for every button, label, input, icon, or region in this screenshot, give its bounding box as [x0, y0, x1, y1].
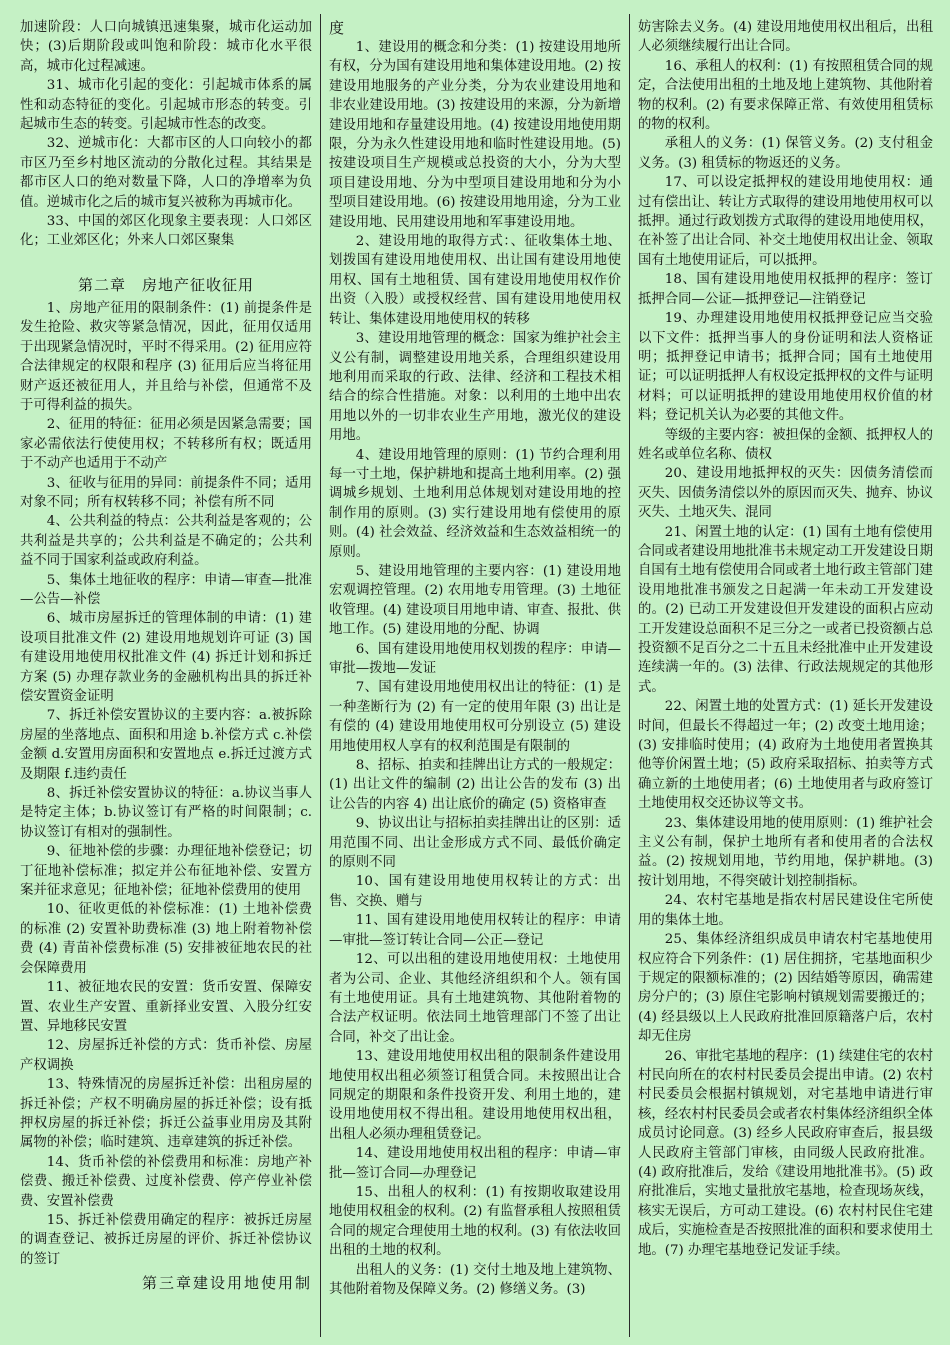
paragraph: 5、建设用地管理的主要内容：(1) 建设用地宏观调控管理。(2) 农用地专用管理。(3) 土地征收管理。(4) 建设项目用地申请、审查、报批、供地工作。(5) 建设用地的分配、协调 [329, 563, 621, 638]
paragraph: 14、货币补偿的补偿费用和标准：房地产补偿费、搬迁补偿费、过度补偿费、停产停业补偿费、安置补偿费 [20, 1154, 312, 1209]
paragraph: 2、征用的特征：征用必须是因紧急需要；国家必需依法行使使用权；不转移所有权；既适用于不动产也适用于不动产 [20, 417, 312, 472]
paragraph: 加速阶段：人口向城镇迅速集聚，城市化运动加快；(3)后期阶段或叫饱和阶段：城市化水平很高，城市化过程减速。 [20, 20, 312, 74]
paragraph: 7、国有建设用地使用权出让的特征：(1) 是一种垄断行为 (2) 有一定的使用年限 (3) 出让是有偿的 (4) 建设用地使用权可分别设立 (5) 建设用地使用权人享有的权利范围是有限制的 [329, 680, 621, 754]
paragraph: 13、建设用地使用权出租的限制条件建设用地使用权出租必须签订租赁合同。未按照出让合同规定的期限和条件投资开发、利用土地的，建设用地使用权不得出租。建设用地使用权出租，出租人必须办理租赁登记。 [329, 1049, 621, 1142]
text-column-1 [20, 18, 312, 1337]
paragraph: 15、出租人的权利：(1) 有按期收取建设用地使用权租金的权利。(2) 有监督承租人按照租赁合同的规定合理使用土地的权利。(3) 有依法收回出租的土地的权利。 [329, 1184, 621, 1259]
paragraph: 26、审批宅基地的程序：(1) 续建住宅的农村村民向所在的农村村民委员会提出申请。(2) 农村村民委员会根据村镇规划，对宅基地申请进行审核，经农村村民委员会或者农村集体经济组织全体成员讨论同意。(3) 经乡人民政府审查后，报县级人民政府主管部门审核，由同级人民政府批准。(4) 政府批准后，发给《建设用地批准书》。(5) 政府批准后，实地丈量批放宅基地，检查现场灰线，核实无误后，方可动工建设。(6) 农村村民住宅建成后，实施检查是否按照批准的面积和要求使用土地。(7) 办理宅基地登记发证手续。 [638, 1048, 933, 1258]
column-divider-left [320, 14, 321, 1337]
paragraph: 11、被征地农民的安置：货币安置、保障安置、农业生产安置、重新择业安置、入股分红安置、异地移民安置 [20, 980, 312, 1034]
paragraph: 出租人的义务：(1) 交付土地及地上建筑物、其他附着物及保障义务。(2) 修缮义务。(3) [329, 1262, 621, 1297]
paragraph: 4、公共利益的特点：公共利益是客观的；公共利益是共享的；公共利益是不确定的；公共利益不同于国家利益或政府利益。 [20, 514, 312, 569]
paragraph: 8、拆迁补偿安置协议的特征：a.协议当事人是特定主体；b.协议签订有严格的时间限制；c.协议签订有相对的强制性。 [20, 786, 312, 840]
paragraph: 12、可以出租的建设用地使用权：土地使用者为公司、企业、其他经济组织和个人。领有国有土地使用证。具有土地建筑物、其他附着物的合法产权证明。依法同土地管理部门不签了出让合同，补交了出让金。 [329, 952, 621, 1045]
paragraph: 妨害除去义务。(4) 建设用地使用权出租后，出租人必须继续履行出让合同。 [638, 20, 933, 55]
paragraph: 21、闲置土地的认定：(1) 国有土地有偿使用合同或者建设用地批准书未规定动工开发建设日期自国有土地有偿使用合同或者土地行政主管部门建设用地批准书颁发之日起满一年未动工开发建设的。(2) 已动工开发建设但开发建设的面积占应动工开发建设总面积不足三分之一或者已投资额占总投资额不足百分之二十五且未经批准中止开发建设连续满一年的。(3) 法律、行政法规规定的其他形式。 [638, 524, 933, 695]
paragraph: 18、国有建设用地使用权抵押的程序：签订抵押合同—公证—抵押登记—注销登记 [638, 272, 933, 307]
chapter-heading: 第三章建设用地使用制 [141, 1274, 312, 1293]
paragraph: 10、征收更低的补偿标准：(1) 土地补偿费的标准 (2) 安置补助费标准 (3) 地上附着物补偿费 (4) 青苗补偿费标准 (5) 安排被征地农民的社会保障费用 [20, 902, 312, 976]
paragraph: 23、集体建设用地的使用原则：(1) 维护社会主义公有制，保护土地所有者和使用者的合法权益。(2) 按规划用地，节约用地，保护耕地。(3) 按计划用地，不得突破计划控制指标。 [638, 815, 933, 889]
paragraph: 1、建设用的概念和分类：(1) 按建设用地所有权，分为国有建设用地和集体建设用地。(2) 按建设用地服务的产业分类，分为农业建设用地和非农业建设用地。(3) 按建设用的来源，分为新增建设用地和存量建设用地。(4) 按建设用地使用期限，分为永久性建设用地和临时性建设用地。(5) 按建设项目生产规模或总投资的大小，分为大型项目建设用地、分为中型项目建设用地和分为小型项目建设用地。(6) 按建设用地用途，分为工业建设用地、民用建设用地和军事建设用地。 [329, 40, 621, 230]
paragraph: 4、建设用地管理的原则：(1) 节约合理利用每一寸土地，保护耕地和提高土地利用率。(2) 强调城乡规划、土地利用总体规划对建设用地的控制作用的原则。(3) 实行建设用地有偿使用的原则。(4) 社会效益、经济效益和生态效益相统一的原则。 [329, 447, 621, 560]
paragraph: 32、逆城市化：大都市区的人口向较小的都市区乃至乡村地区流动的分散化过程。其结果是都市区人口的绝对数量下降，人口的净增率为负值。逆城市化之后的城市复兴被称为再城市化。 [20, 136, 312, 210]
paragraph: 2、建设用地的取得方式：、征收集体土地、划拨国有建设用地使用权、出让国有建设用地使用权、国有土地租赁、国有建设用地使用权作价出资（入股）或授权经营、国有建设用地使用权转让、集体建设用地使用权的转移 [329, 234, 621, 327]
paragraph: 13、特殊情况的房屋拆迁补偿：出租房屋的拆迁补偿；产权不明确房屋的拆迁补偿；设有抵押权房屋的拆迁补偿；拆迁公益事业用房及其附属物的补偿；临时建筑、违章建筑的拆迁补偿。 [20, 1077, 312, 1151]
paragraph: 16、承租人的权利：(1) 有按照租赁合同的规定，合法使用出租的土地及地上建筑物、其他附着物的权利。(2) 有要求保障正常、有效使用租赁标的物的权利。 [638, 58, 933, 133]
paragraph: 6、城市房屋拆迁的管理体制的申请：(1) 建设项目批准文件 (2) 建设用地规划许可证 (3) 国有建设用地使用权批准文件 (4) 拆迁计划和拆迁方案 (5) 办理存款业务的金融机构出具的拆迁补偿安置资金证明 [20, 611, 312, 704]
paragraph: 20、建设用地抵押权的灭失：因债务清偿而灭失、因债务清偿以外的原因而灭失、抛弃、协议灭失、土地灭失、混同 [638, 466, 933, 521]
paragraph: 10、国有建设用地使用权转让的方式：出售、交换、赠与 [329, 874, 621, 909]
paragraph: 31、城市化引起的变化：引起城市体系的属性和动态特征的变化。引起城市形态的转变。引起城市生态的转变。引起城市性态的改变。 [20, 78, 312, 133]
paragraph: 15、拆迁补偿费用确定的程序：被拆迁房屋的调查登记、被拆迁房屋的评价、拆迁补偿协议的签订 [20, 1212, 312, 1267]
paragraph: 19、办理建设用地使用权抵押登记应当交验以下文件：抵押当事人的身份证明和法人资格证明；抵押登记申请书；抵押合同；国有土地使用证；可以证明抵押人有权设定抵押权的文件与证明材料；可以证明抵押的建设用地使用权价值的材料；登记机关认为必要的其他文件。 [638, 311, 933, 424]
paragraph: 9、征地补偿的步骤：办理征地补偿登记；切丁征地补偿标准；拟定并公布征地补偿、安置方案并征求意见；征地补偿；征地补偿费用的使用 [20, 844, 312, 899]
chapter-heading: 第二章 房地产征收征用 [77, 275, 254, 294]
paragraph: 3、建设用地管理的概念：国家为维护社会主义公有制，调整建设用地关系，合理组织建设用地利用而采取的行政、法律、经济和工程技术相结合的综合性措施。对象：以利用的土地中出农用地以外的一切非农业生产用地，激光仪的建设用地。 [329, 331, 621, 444]
paragraph: 1、房地产征用的限制条件：(1) 前提条件是发生抢险、救灾等紧急情况，因此，征用仅适用于出现紧急情况时，平时不得采用。(2) 征用应符合法律规定的权限和程序 (3) 征用后应当将征用财产返还被征用人，并且给与补偿，但通常不及于可得利益的损失。 [20, 300, 312, 413]
paragraph: 8、招标、拍卖和挂牌出让方式的一般规定：(1) 出让文件的编制 (2) 出让公告的发布 (3) 出让公告的内容 4) 出让底价的确定 (5) 资格审查 [329, 758, 621, 812]
paragraph: 33、中国的郊区化现象主要表现：人口郊区化；工业郊区化；外来人口郊区聚集 [20, 214, 312, 249]
text-column-3 [638, 18, 933, 1337]
text-column-2 [329, 18, 621, 1337]
paragraph: 9、协议出让与招标拍卖挂牌出让的区别：适用范围不同、出让金形成方式不同、最低价确定的原则不同 [329, 816, 621, 871]
paragraph: 5、集体土地征收的程序：申请—审查—批准—公告—补偿 [20, 572, 312, 607]
chapter-heading: 度 [329, 19, 346, 37]
paragraph: 14、建设用地使用权出租的程序：申请—审批—签订合同—办理登记 [329, 1146, 621, 1181]
paragraph: 17、可以设定抵押权的建设用地使用权：通过有偿出让、转让方式取得的建设用地使用权可以抵押。通过行政划拨方式取得的建设用地使用权，在补签了出让合同、补交土地使用权出让金、领取国有土地使用证后，可以抵押。 [638, 175, 933, 268]
paragraph: 25、集体经济组织成员申请农村宅基地使用权应符合下列条件：(1) 居住拥挤，宅基地面积少于规定的限额标准的；(2) 因结婚等原因，确需建房分户的；(3) 原住宅影响村镇规划需要搬迁的；(4) 经县级以上人民政府批准回原籍落户后，农村却无住房 [638, 932, 933, 1045]
paragraph: 12、房屋拆迁补偿的方式：货币补偿、房屋产权调换 [20, 1038, 312, 1073]
column-divider-right [629, 14, 630, 1337]
paragraph: 11、国有建设用地使用权转让的程序：申请—审批—签订转让合同—公正—登记 [329, 913, 621, 948]
paragraph: 22、闲置土地的处置方式：(1) 延长开发建设时间，但最长不得超过一年；(2) 改变土地用途；(3) 安排临时使用；(4) 政府为土地使用者置换其他等价闲置土地；(5) 政府采取招标、拍卖等方式确立新的土地使用者；(6) 土地使用者与政府签订土地使用权交还协议等文书。 [638, 699, 933, 812]
paragraph: 7、拆迁补偿安置协议的主要内容：a.被拆除房屋的坐落地点、面积和用途 b.补偿方式 c.补偿金额 d.安置用房面积和安置地点 e.拆迁过渡方式及期限 f.违约责任 [20, 708, 312, 782]
paragraph: 承租人的义务：(1) 保管义务。(2) 支付租金义务。(3) 租赁标的物返还的义务。 [638, 136, 933, 171]
paragraph: 3、征收与征用的异同：前提条件不同；适用对象不同；所有权转移不同；补偿有所不同 [20, 475, 312, 510]
paragraph: 24、农村宅基地是指农村居民建设住宅所使用的集体土地。 [638, 893, 933, 928]
paragraph: 6、国有建设用地使用权划拨的程序：申请—审批—拨地—发证 [329, 641, 621, 676]
paragraph: 等级的主要内容：被担保的金额、抵押权人的姓名或单位名称、债权 [638, 427, 933, 462]
